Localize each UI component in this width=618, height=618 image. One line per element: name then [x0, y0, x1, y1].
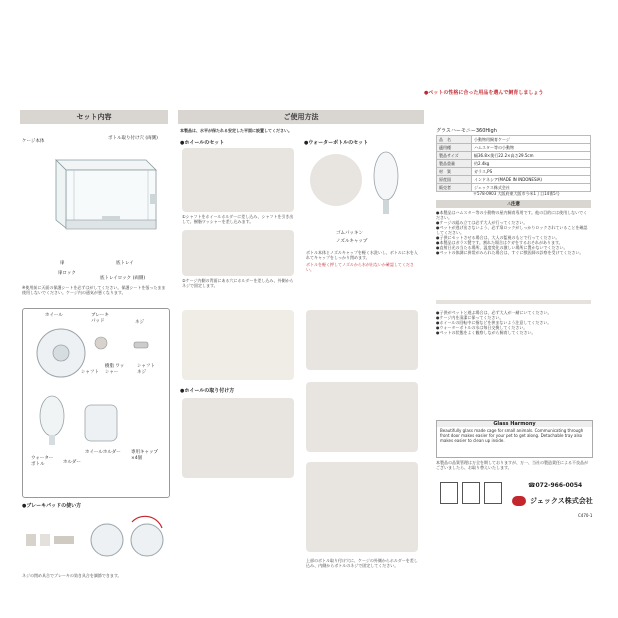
spec-key: 原産国: [437, 176, 472, 184]
wheel-label: ホイール: [45, 313, 63, 318]
spec-value: ジェックス株式会社: [472, 184, 591, 192]
spec-row: [437, 152, 591, 160]
brake-pad-text: ネジの閉め具合でブレーキの効き具合を調節できます。: [22, 573, 122, 578]
warning-item: ●ケージの組み立ては必ず大人が行ってください。: [436, 220, 528, 225]
product-code: C470-1: [578, 513, 593, 518]
set-contents-header: セット内容: [20, 110, 168, 124]
warning-item: ●ペットの状態をよく観察しながら飼育してください。: [436, 330, 536, 335]
shaft-screw-label: シャフト ネジ: [137, 364, 155, 375]
spec-key: 販売者: [437, 184, 472, 192]
product-name: グラスハーモニー360High: [436, 128, 497, 134]
recycle-mark-icon: [440, 482, 458, 504]
bottle-note: ボトル本体とノズルキャップを軽く水洗いし、ボトルに水を入れてキャップをしっかり閉めます。: [306, 250, 418, 260]
spec-value: ハムスター等の小動物: [472, 144, 591, 152]
usage-intro: 本製品は、水平が保たれる安定した平面に設置してください。: [180, 128, 292, 133]
spec-value: 幅36.8×奥行22.2×高さ29.5cm: [472, 152, 591, 160]
warning-item: ●ペットが逃げ出さないよう、必ず扉ロックがしっかりロックされていることを確認してください。: [436, 225, 588, 235]
recycle-mark-icon: [484, 482, 502, 504]
washer-label: 樹脂 ワッシャー: [105, 364, 125, 375]
nozzle-cap-label: ノズルキャップ: [336, 239, 368, 244]
bottle-bottom-note: 上部のボトル取り付け穴に、ケージの外側からホルダーを差し込み、内側からボトルのネジで固定してください。: [306, 558, 418, 568]
bottle-label: ウォーター ボトル: [31, 456, 54, 467]
nut-label: ネジ: [135, 320, 144, 325]
spec-value: インドネシア(MADE IN INDONESIA): [472, 176, 591, 184]
warning-item: ●直射日光の当たる場所、温度変化の激しい場所に置かないでください。: [436, 245, 568, 250]
spec-row: [437, 160, 591, 168]
recycle-mark-icon: [462, 482, 480, 504]
door-lock-label: 扉ロック: [58, 271, 76, 276]
bottle-holder-label: ホルダー: [63, 460, 81, 465]
bottle-set-header: ●ウォーターボトルのセット: [304, 140, 369, 146]
spec-key: 品 名: [437, 136, 472, 144]
spec-row: [437, 136, 591, 144]
brake-pad-header: ●ブレーキパッドの使い方: [22, 503, 82, 509]
tray-label: 底トレイ: [116, 261, 134, 266]
warning-item: ●ペットの体調に異常がみられた場合は、すぐに獣医師の診察を受けてください。: [436, 250, 584, 255]
protect-sheet-note: ※使用前に天面の保護シートを必ずはがしてください。保護シートを張ったまま使用しないでください。ケージ内の通気が悪くなります。: [22, 285, 166, 295]
wheel-fix-header: ●ホイールの取り付け方: [180, 388, 235, 394]
caution-divider: [436, 300, 591, 304]
recycle-icons: [440, 482, 510, 506]
wheel-fix-scene: [182, 310, 294, 380]
wheel-step-illustration-2: [182, 230, 294, 276]
tel-number: ☎072-966-0054: [528, 482, 583, 489]
spec-key: 製品サイズ: [437, 152, 472, 160]
wheel-step-2-text: ②ケージ内側の背面にある穴にホルダーを差し込み、外側からネジで固定します。: [182, 278, 294, 288]
spec-row: [437, 144, 591, 152]
brake-pad-diagram: [22, 510, 168, 570]
glass-harmony-box: [436, 420, 593, 458]
warning-item: ●本製品はガラス製です。割れた場合はケガをするおそれがあります。: [436, 240, 563, 245]
door-label: 扉: [60, 261, 65, 266]
warning-header: ⚠注意: [436, 200, 591, 208]
wheel-step-1-text: ①シャフトをホイールホルダーに差し込み、シャフトを引き出して、樹脂ワッシャーを差し込みます。: [182, 214, 294, 224]
warning-list: [436, 210, 591, 255]
wheel-fix-illustration: [182, 398, 294, 478]
bottle-fix-illustration-1: [306, 310, 418, 370]
usage-header: ご使用方法: [178, 110, 424, 124]
spec-table: [436, 135, 591, 192]
warning-item: ●子供がペットと遊ぶ場合は、必ず大人が一緒にいてください。: [436, 310, 552, 315]
cage-label: ケージ本体: [22, 139, 45, 144]
rubber-packing-label: ゴムパッキン: [336, 231, 363, 236]
wheel-step-illustration-1: [182, 148, 294, 212]
bottle-hole-label: ボトル取り付け穴 (両側): [108, 136, 158, 141]
tray-lock-label: 底トレイロック (両側): [100, 276, 146, 281]
spec-key: 製品重量: [437, 160, 472, 168]
spec-row: [437, 168, 591, 176]
warning-item: ●ウォーターボトルの水は毎日交換してください。: [436, 325, 528, 330]
bottle-warning: ボトルを軽く押してノズルから水が出ないか確認してください。: [306, 262, 414, 272]
banner-text: ●ペットの性格に合った用品を選んで飼育しましょう: [424, 90, 544, 96]
spec-key: 適用種: [437, 144, 472, 152]
seller-address: 〒578-0903 大阪府東大阪市今米1丁目14番5号: [473, 191, 560, 196]
quality-note: 本製品の品質管理は万全を期しておりますが、万一、当社の製造責任による不良品がございましたら、お取り替えいたします。: [436, 460, 588, 470]
spec-row: [437, 176, 591, 184]
wheel-holder-illustration: [81, 397, 121, 447]
warning-list-2: [436, 310, 591, 335]
spec-value: 小動物用飼育ケージ: [472, 136, 591, 144]
company-name: ジェックス株式会社: [530, 497, 593, 505]
wheel-holder-label: ホイールホルダー: [85, 450, 121, 455]
middle-column: [178, 110, 424, 610]
bottle-set-illustration: [306, 146, 418, 226]
bottle-fix-illustration-3: [306, 462, 418, 552]
shaft-label: シャフト: [81, 370, 99, 375]
warning-item: ●本製品はハムスター等の小動物の屋内飼育専用です。他の目的には使用しないでください。: [436, 210, 588, 220]
spec-key: 材 質: [437, 168, 472, 176]
spec-value: ガラス,PS: [472, 168, 591, 176]
warning-item: ●子供にセットさせる場合は、大人の監視のもとで行ってください。: [436, 235, 560, 240]
brake-pad-label: ブレーキ パッド: [91, 313, 109, 324]
spec-value: 約2.4kg: [472, 160, 591, 168]
sticker-label: 専用キャップ ×4個: [131, 450, 158, 461]
warning-item: ●ホイールの回転中に指などを挟まないよう注意してください。: [436, 320, 552, 325]
parts-box: [22, 308, 170, 498]
glass-harmony-text: Beautifully glass made cage for small animals. Communicating through front door makes easier for your pet to get along. Detachable tray also makes easier to clean up inside.: [440, 428, 584, 443]
wheel-set-header: ●ホイールのセット: [180, 140, 225, 146]
bottle-part-illustration: [37, 391, 67, 451]
screw-illustration: [133, 339, 149, 351]
left-column: [20, 110, 170, 610]
bottle-fix-illustration-2: [306, 382, 418, 452]
cage-illustration: [38, 150, 158, 240]
brake-pad-illustration: [93, 335, 109, 351]
glass-harmony-title: Glass Harmony: [437, 421, 592, 427]
company-logo-icon: [512, 496, 526, 506]
warning-item: ●ケージ内を清潔に保ってください。: [436, 315, 504, 320]
